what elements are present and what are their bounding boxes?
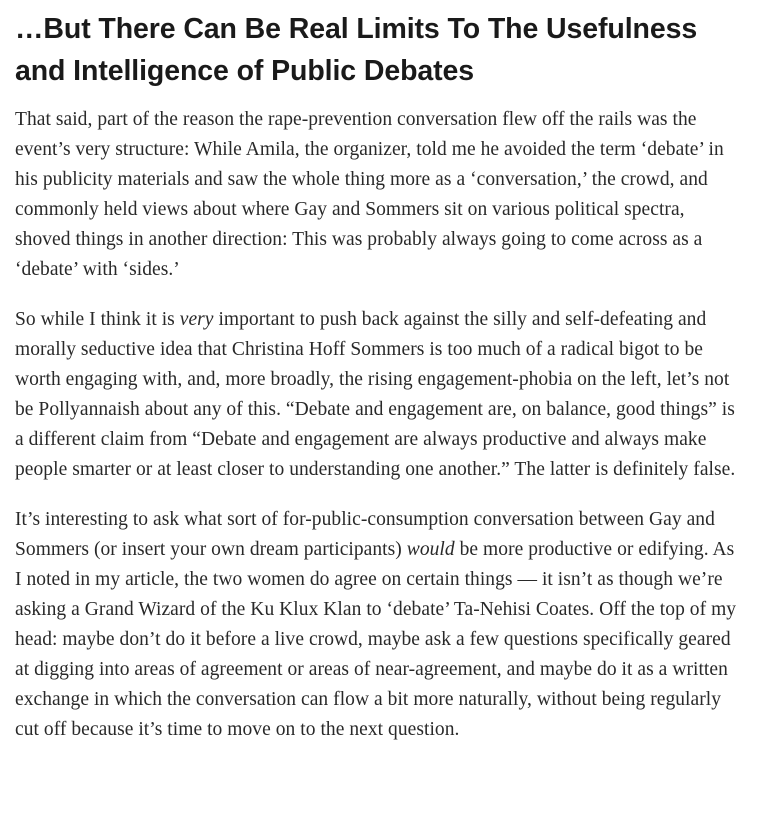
paragraph-3-text-start: It’s interesting to ask what sort of for-public-consumption conversation between Gay and Sommers (or insert your own dream participants) [15, 509, 715, 560]
paragraph-2-text-start: So while I think it is [15, 309, 180, 330]
paragraph-1: That said, part of the reason the rape-prevention conversation flew off the rails was the event’s very structure: While Amila, the organizer, told me he avoided the term ‘debate’ in his publicity materials and saw the whole thing more as a ‘conversation,’ the crowd, and commonly held views about where Gay and Sommers sit on various political spectra, shoved things in another direction: This was probably always going to come across as a ‘debate’ with ‘sides.’ [15, 109, 724, 280]
paragraph-2-text-end: important to push back against the silly and self-defeating and morally seductive idea that Christina Hoff Sommers is too much of a radical bigot to be worth engaging with, and, more broadly, the rising engagement-phobia on the left, let’s not be Pollyannaish about any of this. “Debate and engagement are, on balance, good things” is a different claim from “Debate and engagement are always productive and always make people smarter or at least closer to understanding one another.” The latter is definitely false. [15, 309, 736, 480]
paragraph-3-text-end: be more productive or edifying. As I noted in my article, the two women do agree on certain things — it isn’t as though we’re asking a Grand Wizard of the Ku Klux Klan to ‘debate’ Ta-Nehisi Coates. Off the top of my head: maybe don’t do it before a live crowd, maybe ask a few questions specifically geared at digging into areas of agreement or areas of near-agreement, and maybe do it as a written exchange in which the conversation can flow a bit more naturally, without being regularly cut off because it’s time to move on to the next question. [15, 539, 737, 740]
paragraph-2 [15, 305, 743, 485]
paragraph-3-emphasis: would [406, 539, 455, 560]
paragraph-3 [15, 505, 743, 745]
section-heading: …But There Can Be Real Limits To The Usefulness and Intelligence of Public Debates [15, 13, 698, 87]
paragraph-2-emphasis: very [179, 309, 214, 330]
